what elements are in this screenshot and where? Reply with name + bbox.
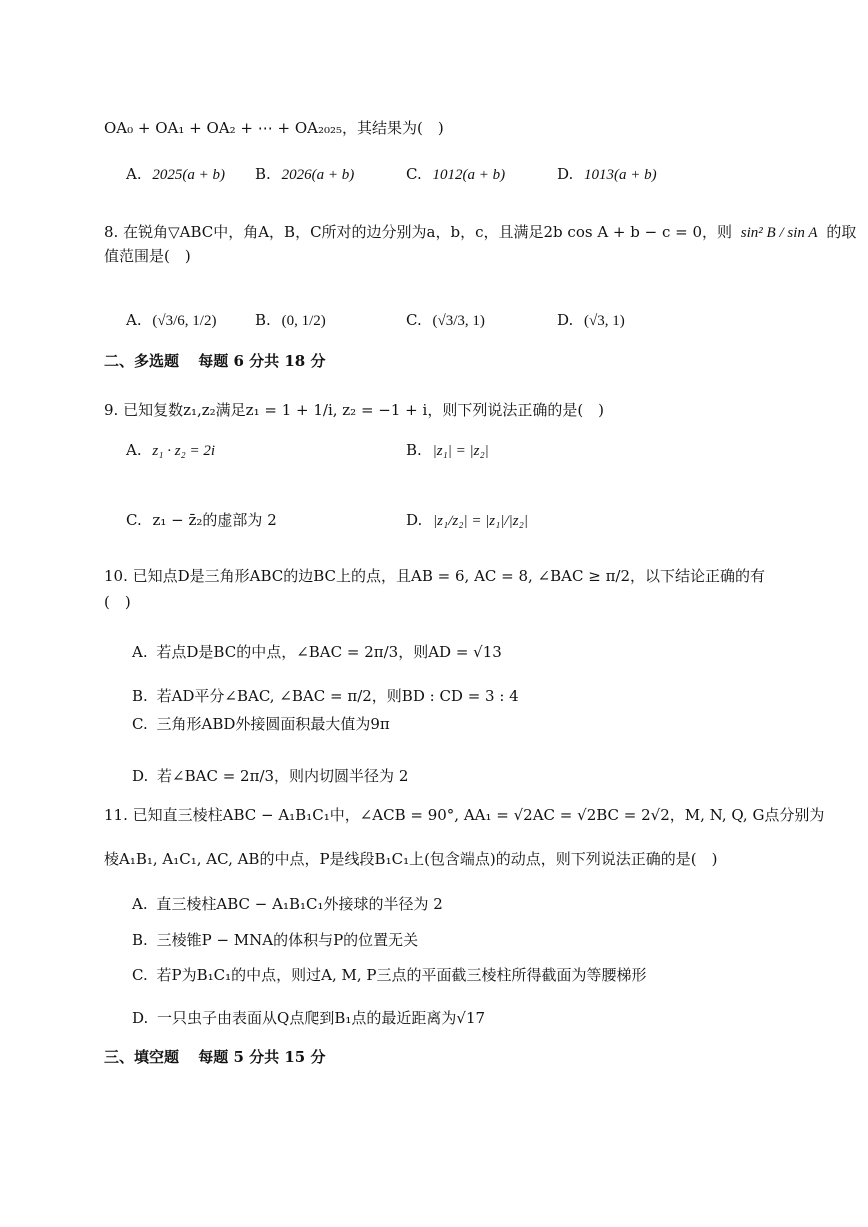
q8-option-d[interactable]: [557, 310, 625, 331]
option-text: 三角形ABD外接圆面积最大值为9π: [156, 715, 390, 733]
option-label: D.: [132, 1009, 149, 1027]
option-text: (√3/3, 1): [432, 313, 485, 329]
option-text: 一只虫子由表面从Q点爬到B₁点的最近距离为√17: [157, 1009, 486, 1027]
option-text: 1013(a + b): [584, 167, 657, 183]
option-label: A.: [132, 895, 148, 913]
option-text: |z₁| = |z₂|: [432, 443, 489, 459]
option-text: 若∠BAC = 2π/3，则内切圆半径为 2: [157, 767, 409, 785]
option-text: 直三棱柱ABC − A₁B₁C₁外接球的半径为 2: [156, 895, 443, 913]
q9-option-d[interactable]: [406, 510, 528, 531]
q10-option-a[interactable]: [132, 642, 502, 662]
q11-option-b[interactable]: [132, 930, 418, 950]
option-text: z₁ · z₂ = 2i: [152, 443, 216, 459]
q10-option-d[interactable]: [132, 766, 408, 786]
option-label: A.: [126, 441, 142, 459]
q7-option-d[interactable]: [557, 164, 657, 185]
section-title: 三、填空题: [104, 1048, 180, 1066]
q8-stem-line1: [104, 222, 856, 243]
option-label: C.: [132, 966, 148, 984]
option-text: 若P为B₁C₁的中点，则过A, M, P三点的平面截三棱柱所得截面为等腰梯形: [156, 966, 647, 984]
option-text: z₁ − z̄₂的虚部为 2: [152, 511, 277, 529]
q8-option-a[interactable]: [126, 310, 216, 331]
option-label: D.: [406, 511, 423, 529]
option-label: C.: [406, 311, 422, 329]
q8-stem-line2: 值范围是( ): [104, 247, 191, 265]
q11-stem-line1: 11. 已知直三棱柱ABC − A₁B₁C₁中，∠ACB = 90°, AA₁ = √2AC = √2BC = 2√2，M, N, Q, G点分别为: [104, 806, 825, 824]
option-label: A.: [126, 311, 142, 329]
q8-stem: 8. 在锐角▽ABC中，角A，B，C所对的边分别为a，b，c，且满足2b cos A + b − c = 0，则: [104, 223, 733, 241]
option-text: |z₁/z₂| = |z₁|/|z₂|: [433, 513, 528, 529]
q9-stem: 9. 已知复数z₁,z₂满足z₁ = 1 + 1/i, z₂ = −1 + i，则下列说法正确的是( ): [104, 401, 605, 419]
option-label: B.: [406, 441, 422, 459]
section-title: 二、多选题: [104, 352, 180, 370]
q9-option-b[interactable]: [406, 440, 489, 461]
option-text: (√3, 1): [584, 313, 625, 329]
q8-stem-end: 的取: [826, 223, 857, 241]
q8-fraction: sin² B / sin A: [740, 225, 818, 241]
q10-option-b[interactable]: [132, 686, 519, 706]
q10-stem-line1: 10. 已知点D是三角形ABC的边BC上的点，且AB = 6, AC = 8, ∠BAC ≥ π/2，以下结论正确的有: [104, 567, 766, 585]
q8-option-c[interactable]: [406, 310, 485, 331]
option-label: B.: [255, 165, 271, 183]
q10-option-c[interactable]: [132, 714, 390, 734]
q9-option-c[interactable]: [126, 510, 277, 530]
section-fill-in-header: [104, 1046, 339, 1067]
option-text: 若点D是BC的中点，∠BAC = 2π/3，则AD = √13: [156, 643, 502, 661]
option-label: A.: [126, 165, 142, 183]
option-text: 2025(a + b): [152, 167, 226, 183]
section-multi-choice-header: [104, 350, 339, 371]
section-note: 每题 6 分共 18 分: [198, 352, 326, 370]
option-label: D.: [132, 767, 149, 785]
option-label: B.: [132, 687, 148, 705]
option-text: 1012(a + b): [432, 167, 506, 183]
q7-option-c[interactable]: [406, 164, 505, 185]
option-label: B.: [132, 931, 148, 949]
q7-tail: OA₀ + OA₁ + OA₂ + ⋯ + OA₂₀₂₅，其结果为( ): [104, 119, 444, 137]
q10-stem-line2: ( ): [104, 593, 131, 611]
option-label: C.: [406, 165, 422, 183]
option-text: (0, 1/2): [281, 313, 326, 329]
q8-option-b[interactable]: [255, 310, 326, 331]
option-label: D.: [557, 311, 574, 329]
option-label: C.: [126, 511, 142, 529]
option-label: A.: [132, 643, 148, 661]
section-note: 每题 5 分共 15 分: [198, 1048, 326, 1066]
q11-option-d[interactable]: [132, 1008, 485, 1028]
q11-stem-line2: 棱A₁B₁, A₁C₁, AC, AB的中点，P是线段B₁C₁上(包含端点)的动点，则下列说法正确的是( ): [104, 850, 718, 868]
option-text: 2026(a + b): [281, 167, 355, 183]
option-text: (√3/6, 1/2): [152, 313, 217, 329]
option-label: C.: [132, 715, 148, 733]
option-label: B.: [255, 311, 271, 329]
q7-option-a[interactable]: [126, 164, 225, 185]
q9-option-a[interactable]: [126, 440, 215, 461]
q11-option-a[interactable]: [132, 894, 443, 914]
option-text: 三棱锥P − MNA的体积与P的位置无关: [156, 931, 419, 949]
q11-option-c[interactable]: [132, 965, 646, 985]
q7-option-b[interactable]: [255, 164, 354, 185]
option-text: 若AD平分∠BAC, ∠BAC = π/2，则BD : CD = 3 : 4: [156, 687, 519, 705]
option-label: D.: [557, 165, 574, 183]
